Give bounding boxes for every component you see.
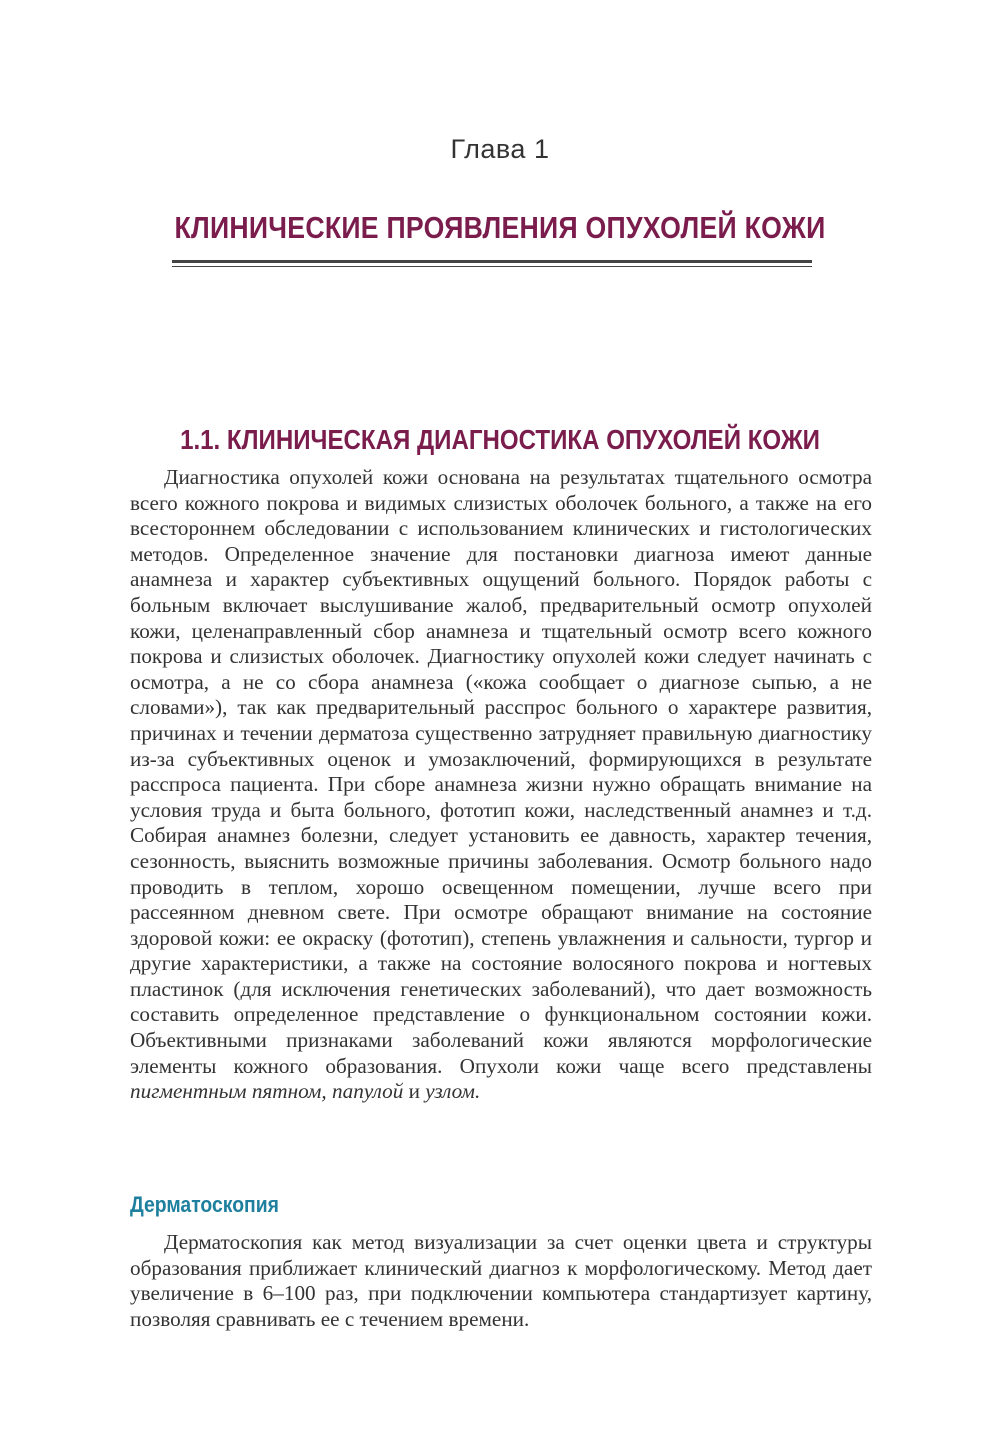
term-pigment-spot: пигментным пятном, xyxy=(130,1079,327,1104)
chapter-title: КЛИНИЧЕСКИЕ ПРОЯВЛЕНИЯ ОПУХОЛЕЙ КОЖИ xyxy=(174,210,826,245)
chapter-title-rule-thin xyxy=(172,266,812,267)
term-papule: папулой xyxy=(332,1079,404,1104)
subsection-heading-dermatoscopy: Дерматоскопия xyxy=(130,1192,279,1217)
section-body xyxy=(130,465,872,1105)
subsection-paragraph: Дерматоскопия как метод визуализации за счет оценки цвета и структуры образования приближает клинический диагноз к морфологическому. Метод дает увеличение в 6–100 раз, при подключении компьютера стандартизует картину, позволяя сравнивать ее с течением времени. xyxy=(130,1230,872,1331)
chapter-label: Глава 1 xyxy=(450,134,550,164)
section-paragraph-text: Диагностика опухолей кожи основана на результатах тщательного осмотра всего кожного покрова и видимых слизистых оболочек больного, а также на его всестороннем обследовании с использованием клинических и гистологических методов. Определенное значение для постановки диагноза имеют данные анамнеза и характер субъективных ощущений больного. Порядок работы с больным включает выслушивание жалоб, предварительный осмотр опухолей кожи, целенаправленный сбор анамнеза и тщательный осмотр всего кожного покрова и слизистых оболочек. Диагностику опухолей кожи следует начинать с осмотра, а не со сбора анамнеза («кожа сообщает о диагнозе сыпью, а не словами»), так как предварительный расспрос больного о характере развития, причинах и течении дерматоза существенно затрудняет правильную диагностику из-за субъективных оценок и умозаключений, формирующихся в результате расспроса пациента. При сборе анамнеза жизни нужно обращать внимание на условия труда и быта больного, фототип кожи, наследственный анамнез и т.д. Собирая анамнез болезни, следует установить ее давность, характер течения, сезонность, выяснить возможные причины заболевания. Осмотр больного надо проводить в теплом, хорошо освещенном помещении, лучше всего при рассеянном дневном свете. При осмотре обращают внимание на состояние здоровой кожи: ее окраску (фототип), степень увлажнения и сальности, тургор и другие характеристики, а также на состояние волосяного покрова и ногтевых пластинок (для исключения генетических заболеваний), что дает возможность составить определенное представление о функциональном состоянии кожи. Объективными признаками заболеваний кожи являются морфологические элементы кожного образования. Опухоли кожи чаще всего представлены xyxy=(130,465,872,1078)
section-title: 1.1. КЛИНИЧЕСКАЯ ДИАГНОСТИКА ОПУХОЛЕЙ КОЖИ xyxy=(180,424,820,455)
chapter-title-rule-thick xyxy=(172,260,812,263)
term-node: узлом. xyxy=(425,1079,481,1104)
term-conjunction: и xyxy=(408,1079,420,1104)
subsection-body xyxy=(130,1230,872,1332)
section-paragraph xyxy=(130,465,872,1105)
